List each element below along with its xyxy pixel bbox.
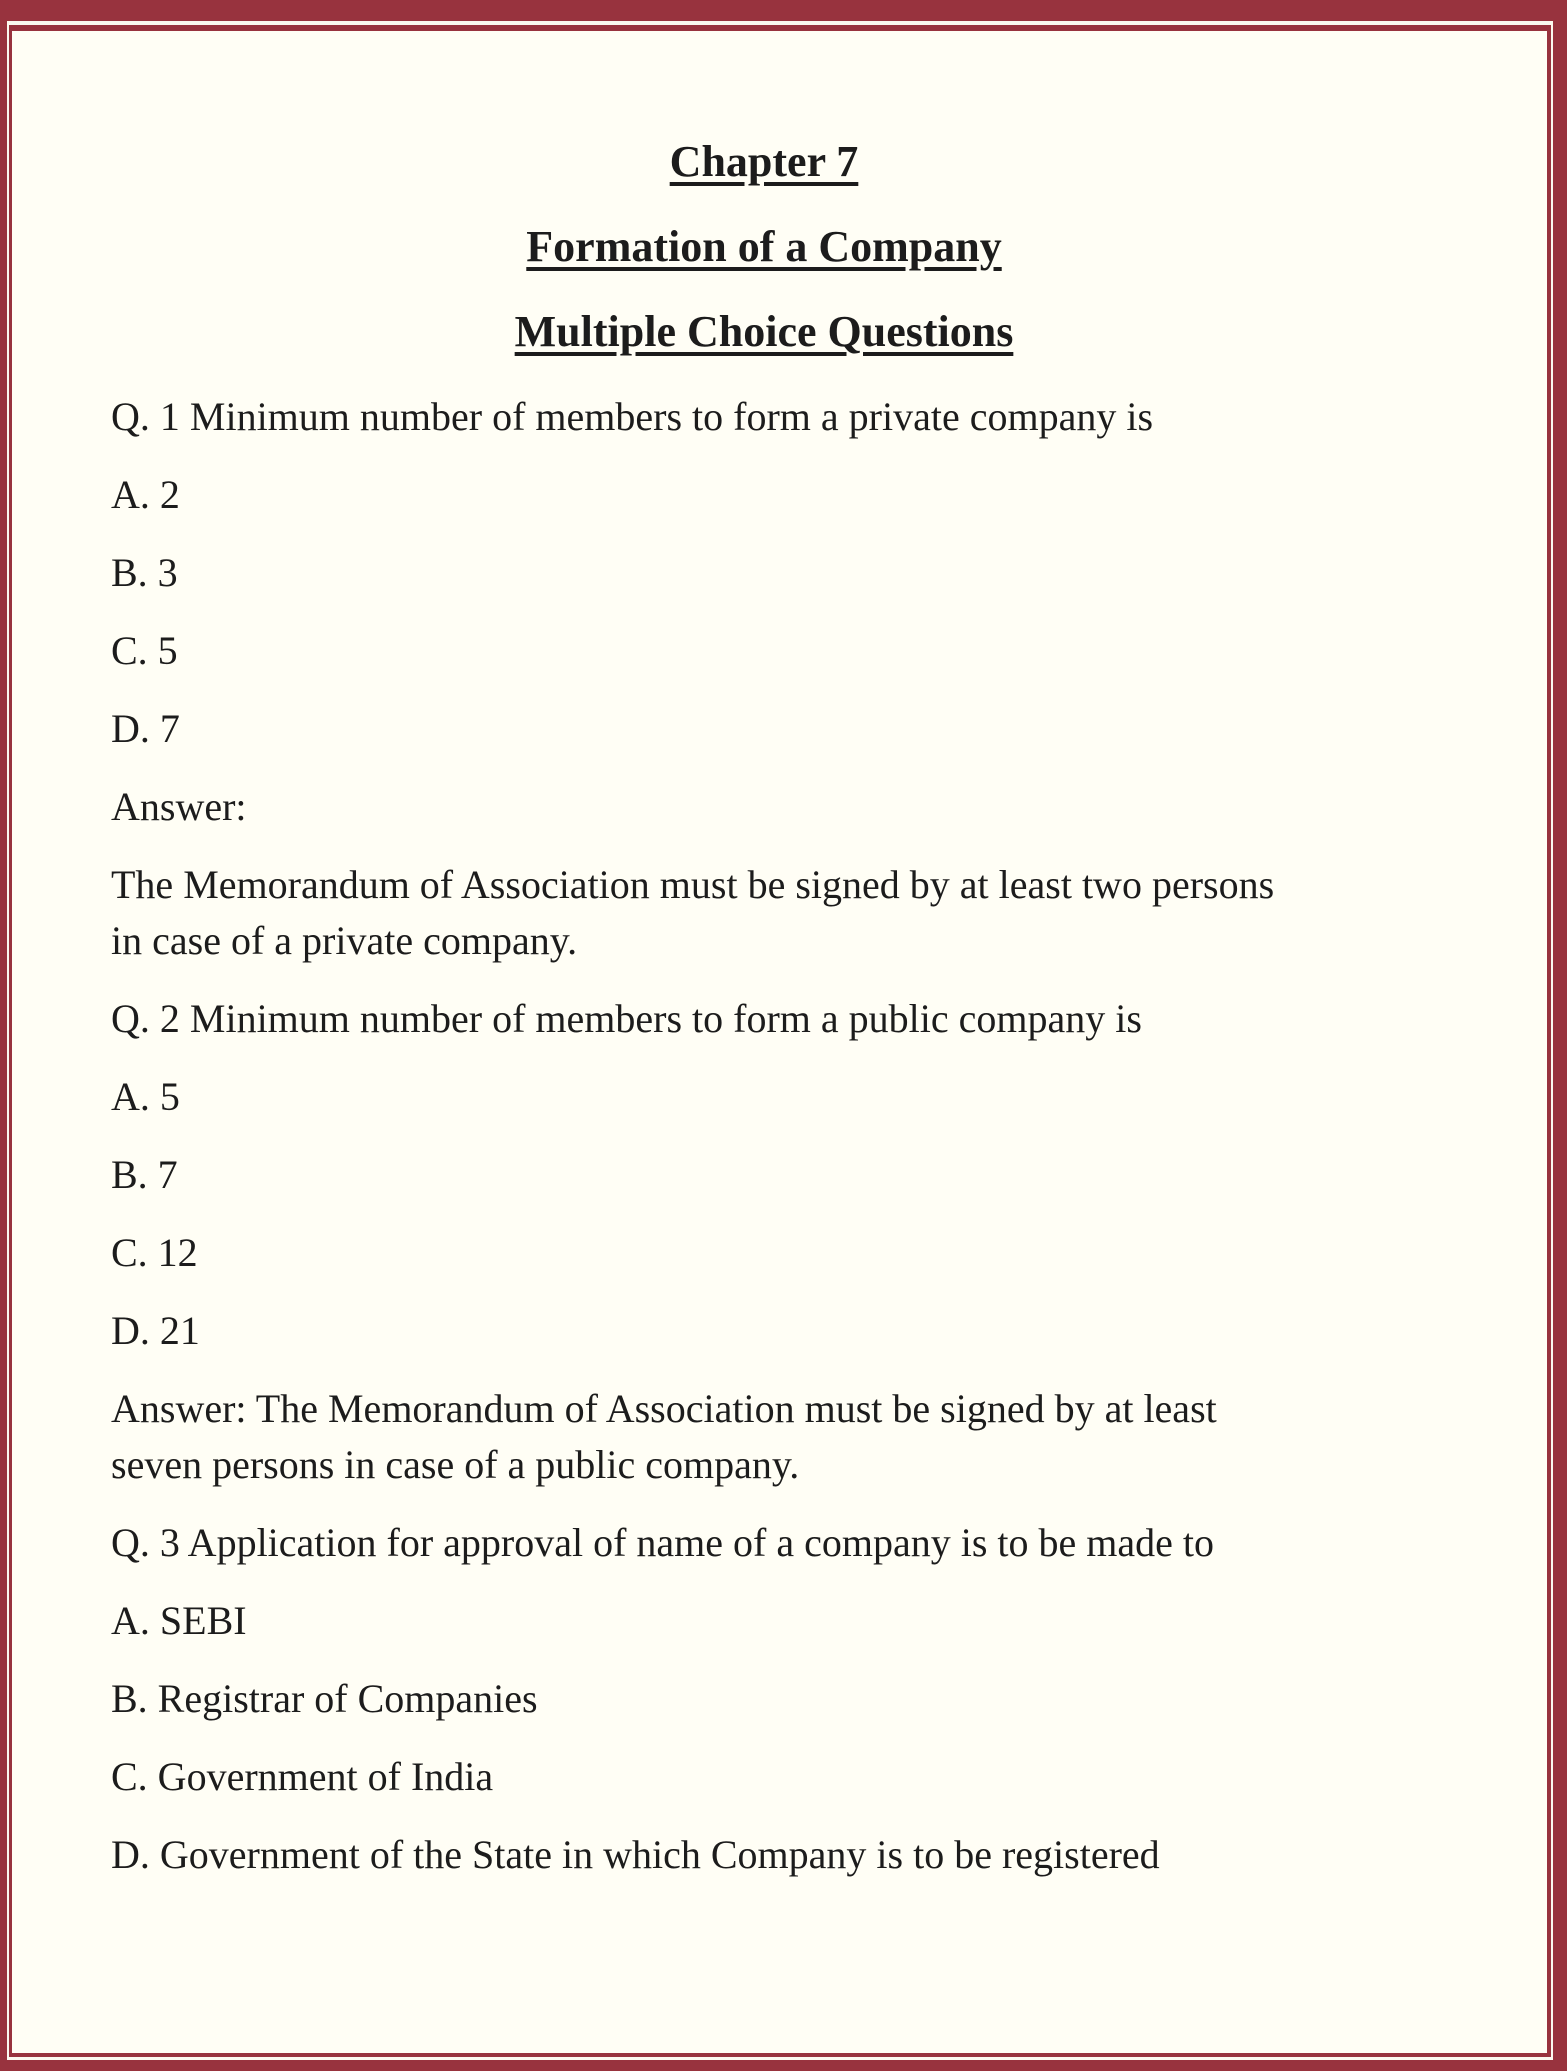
option-a: A. 5 [111, 1074, 180, 1119]
answer-text-line-1: Answer: The Memorandum of Association must be signed by at least [111, 1386, 1217, 1431]
page-inner-frame [9, 25, 1551, 2057]
option-b: B. 7 [111, 1152, 178, 1197]
option-c: C. Government of India [111, 1754, 494, 1799]
question-text: Q. 3 Application for approval of name of a company is to be made to [111, 1520, 1215, 1565]
question-block-1 [111, 389, 1417, 969]
question-block-2 [111, 991, 1417, 1493]
question-text: Q. 2 Minimum number of members to form a public company is [111, 996, 1142, 1041]
answer-text-line-1: The Memorandum of Association must be signed by at least two persons [111, 862, 1275, 907]
option-c: C. 12 [111, 1230, 198, 1275]
option-a: A. SEBI [111, 1598, 247, 1643]
answer-text-line-2: in case of a private company. [111, 918, 578, 963]
option-b: B. 3 [111, 550, 178, 595]
option-d: D. Government of the State in which Company is to be registered [111, 1832, 1160, 1877]
option-d: D. 7 [111, 706, 180, 751]
option-d: D. 21 [111, 1308, 200, 1353]
document-title-heading: Formation of a Company [526, 222, 1002, 271]
answer-text-line-2: seven persons in case of a public company. [111, 1442, 800, 1487]
option-b: B. Registrar of Companies [111, 1676, 538, 1721]
answer-label: Answer: [111, 784, 247, 829]
option-c: C. 5 [111, 628, 178, 673]
question-block-3 [111, 1515, 1417, 1883]
option-a: A. 2 [111, 472, 180, 517]
chapter-heading: Chapter 7 [669, 137, 859, 186]
section-heading: Multiple Choice Questions [514, 307, 1014, 356]
question-text: Q. 1 Minimum number of members to form a private company is [111, 394, 1154, 439]
